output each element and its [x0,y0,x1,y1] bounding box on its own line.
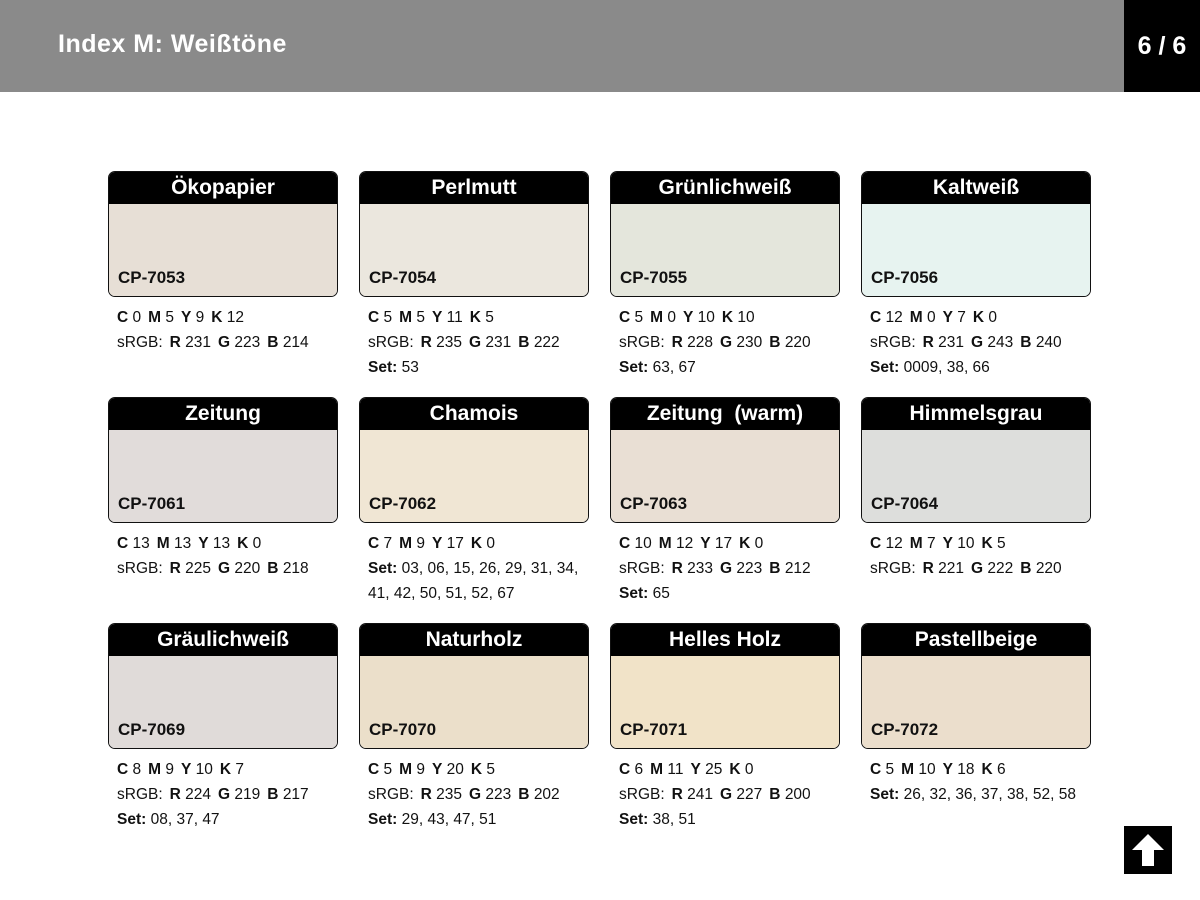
rgb-label-g: G [218,786,231,803]
swatch-code: CP-7053 [118,268,186,287]
cmyk-line [619,757,840,782]
swatch-code: CP-7072 [871,720,939,739]
rgb-value-r: 231 [185,334,212,351]
rgb-label-r: R [922,334,934,351]
rgb-value-g: 223 [234,334,261,351]
set-line [870,782,1091,807]
cmyk-label-m: M [658,535,672,552]
cmyk-label-c: C [368,761,380,778]
rgb-value-g: 223 [485,786,512,803]
rgb-label-r: R [922,560,934,577]
cmyk-value-k: 5 [485,309,494,326]
swatch-name: Perlmutt [360,172,588,204]
swatch-name: Pastellbeige [862,624,1090,656]
cmyk-value-k: 6 [997,761,1006,778]
set-line [870,355,1091,380]
header-bar [0,0,1124,92]
swatch-info [619,757,840,832]
swatch-code: CP-7071 [620,720,688,739]
cmyk-value-y: 17 [714,535,733,552]
set-value: 29, 43, 47, 51 [401,811,497,828]
rgb-value-b: 220 [784,334,811,351]
srgb-line [870,330,1091,355]
rgb-label-r: R [420,786,432,803]
cmyk-value-y: 18 [957,761,975,778]
cmyk-value-k: 7 [235,761,245,778]
rgb-label-r: R [671,334,683,351]
swatch-name: Kaltweiß [862,172,1090,204]
cmyk-value-k: 0 [744,761,754,778]
color-card [108,397,338,623]
cmyk-line [117,305,338,330]
srgb-line [870,556,1091,581]
page-title: Index M: Weißtöne [58,30,287,58]
rgb-value-r: 241 [687,786,714,803]
cmyk-value-k: 5 [486,761,496,778]
cmyk-value-m: 12 [676,535,694,552]
cmyk-label-y: Y [181,309,192,326]
set-value: 63, 67 [652,359,696,376]
cmyk-value-c: 5 [634,309,644,326]
cmyk-label-c: C [368,535,380,552]
swatch-name: Himmelsgrau [862,398,1090,430]
color-card [861,623,1091,849]
color-card [108,171,338,397]
swatch-code: CP-7064 [871,494,939,513]
rgb-value-b: 240 [1035,334,1062,351]
cmyk-value-m: 7 [927,535,936,552]
rgb-value-g: 231 [485,334,512,351]
cmyk-value-y: 13 [212,535,231,552]
swatch-code: CP-7054 [369,268,437,287]
swatch-info [117,757,338,832]
color-card [610,397,840,623]
cmyk-label-m: M [148,309,162,326]
color-card [610,623,840,849]
swatch-code: CP-7062 [369,494,437,513]
cmyk-label-c: C [368,309,380,326]
srgb-line [368,330,589,355]
cmyk-label-k: K [219,761,232,778]
set-value: 26, 32, 36, 37, 38, 52, 58 [903,786,1076,803]
set-label: Set: [870,786,900,803]
srgb-label: sRGB: [368,786,414,803]
rgb-value-b: 222 [533,334,560,351]
swatch-code: CP-7056 [871,268,939,287]
srgb-label: sRGB: [117,334,163,351]
cmyk-label-y: Y [432,309,443,326]
cmyk-label-y: Y [683,309,694,326]
rgb-label-g: G [971,560,984,577]
cmyk-label-m: M [399,535,413,552]
cmyk-label-c: C [619,535,631,552]
cmyk-value-y: 25 [705,761,723,778]
set-value: 65 [652,585,670,602]
rgb-value-g: 222 [987,560,1014,577]
cmyk-value-k: 0 [754,535,764,552]
cmyk-label-y: Y [181,761,192,778]
set-line [368,807,589,832]
rgb-value-r: 221 [938,560,965,577]
rgb-value-r: 235 [436,334,463,351]
cmyk-label-c: C [870,309,882,326]
cmyk-label-k: K [721,309,734,326]
rgb-label-r: R [671,786,683,803]
swatch-info [870,531,1091,581]
cmyk-label-c: C [117,535,129,552]
srgb-label: sRGB: [619,786,665,803]
cmyk-value-k: 0 [252,535,262,552]
swatch-name: Gräulichweiß [109,624,337,656]
set-label: Set: [368,560,398,577]
color-card [108,623,338,849]
rgb-label-r: R [420,334,432,351]
cmyk-value-y: 11 [446,309,463,326]
cmyk-line [368,531,589,556]
rgb-label-b: B [769,786,781,803]
cmyk-value-m: 0 [927,309,936,326]
cmyk-value-c: 12 [885,309,903,326]
rgb-value-r: 228 [687,334,714,351]
cmyk-value-y: 10 [697,309,715,326]
swatch-grid [108,171,1091,849]
color-swatch [861,171,1091,297]
rgb-label-r: R [169,334,181,351]
color-swatch [861,623,1091,749]
rgb-value-g: 243 [987,334,1014,351]
cmyk-value-m: 9 [416,761,425,778]
color-card [359,623,589,849]
color-swatch [610,623,840,749]
cmyk-value-m: 5 [416,309,425,326]
cmyk-value-y: 10 [957,535,975,552]
set-value: 38, 51 [652,811,696,828]
cmyk-label-m: M [156,535,170,552]
set-line [368,556,589,581]
rgb-value-r: 225 [185,560,212,577]
cmyk-label-k: K [972,309,985,326]
cmyk-label-k: K [981,761,993,778]
rgb-value-g: 227 [736,786,763,803]
color-swatch [108,623,338,749]
cmyk-label-k: K [469,309,481,326]
rgb-label-b: B [1020,560,1032,577]
rgb-label-b: B [267,334,279,351]
rgb-label-b: B [267,560,279,577]
cmyk-label-m: M [650,309,664,326]
swatch-code: CP-7061 [118,494,186,513]
rgb-value-b: 214 [282,334,309,351]
cmyk-label-k: K [981,535,993,552]
srgb-label: sRGB: [619,560,665,577]
srgb-label: sRGB: [870,334,916,351]
rgb-label-g: G [218,560,231,577]
cmyk-value-c: 10 [634,535,652,552]
cmyk-label-y: Y [690,761,701,778]
cmyk-label-y: Y [198,535,209,552]
cmyk-label-y: Y [700,535,711,552]
cmyk-label-k: K [211,309,223,326]
cmyk-value-c: 7 [383,535,393,552]
cmyk-label-c: C [870,761,882,778]
swatch-name: Grünlichweiß [611,172,839,204]
swatch-info [870,305,1091,380]
rgb-value-g: 230 [736,334,763,351]
cmyk-value-y: 9 [195,309,205,326]
cmyk-line [368,757,589,782]
page-indicator: 6 / 6 [1124,0,1200,92]
cmyk-line [117,531,338,556]
set-line-continued [368,581,589,606]
set-label: Set: [619,811,649,828]
cmyk-label-k: K [470,535,483,552]
rgb-label-g: G [469,334,482,351]
cmyk-label-m: M [909,309,923,326]
cmyk-value-c: 6 [634,761,644,778]
set-value: 0009, 38, 66 [903,359,990,376]
cmyk-value-c: 0 [132,309,142,326]
srgb-line [117,782,338,807]
cmyk-value-y: 7 [957,309,966,326]
cmyk-label-y: Y [942,309,953,326]
cmyk-label-k: K [470,761,483,778]
cmyk-value-k: 5 [997,535,1006,552]
set-label: Set: [870,359,900,376]
cmyk-value-k: 10 [737,309,755,326]
cmyk-value-k: 12 [226,309,245,326]
back-to-top-button[interactable] [1124,826,1172,874]
srgb-line [117,556,338,581]
rgb-label-g: G [720,786,733,803]
cmyk-label-c: C [619,309,631,326]
rgb-label-b: B [518,334,530,351]
rgb-value-g: 219 [234,786,261,803]
swatch-code: CP-7063 [620,494,688,513]
rgb-label-r: R [169,786,181,803]
cmyk-value-m: 10 [918,761,936,778]
swatch-info [619,305,840,380]
swatch-code: CP-7069 [118,720,186,739]
cmyk-value-c: 5 [885,761,895,778]
color-card [861,397,1091,623]
cmyk-label-m: M [399,761,413,778]
srgb-line [619,330,840,355]
color-swatch [861,397,1091,523]
set-value: 53 [401,359,419,376]
color-card [610,171,840,397]
rgb-value-b: 200 [784,786,811,803]
set-label: Set: [368,359,398,376]
cmyk-label-y: Y [432,761,443,778]
rgb-value-g: 220 [234,560,261,577]
color-swatch [359,397,589,523]
cmyk-label-c: C [870,535,882,552]
cmyk-value-m: 9 [165,761,174,778]
cmyk-value-c: 8 [132,761,142,778]
set-line [619,581,840,606]
color-swatch [359,623,589,749]
rgb-label-g: G [469,786,482,803]
rgb-value-g: 223 [736,560,763,577]
swatch-code: CP-7055 [620,268,688,287]
swatch-info [117,531,338,581]
rgb-label-b: B [1020,334,1032,351]
set-label: Set: [619,359,649,376]
rgb-value-b: 220 [1035,560,1062,577]
cmyk-label-c: C [619,761,631,778]
set-value-continued: 41, 42, 50, 51, 52, 67 [368,585,515,602]
set-line [619,355,840,380]
cmyk-value-m: 5 [165,309,174,326]
cmyk-label-m: M [399,309,413,326]
cmyk-value-y: 10 [195,761,213,778]
set-value: 03, 06, 15, 26, 29, 31, 34, [401,560,579,577]
srgb-line [117,330,338,355]
cmyk-value-m: 9 [416,535,425,552]
rgb-value-r: 231 [938,334,965,351]
swatch-info [117,305,338,355]
cmyk-label-m: M [650,761,664,778]
cmyk-label-m: M [901,761,915,778]
swatch-info [368,305,589,380]
cmyk-label-m: M [909,535,923,552]
color-swatch [108,171,338,297]
cmyk-label-c: C [117,761,129,778]
rgb-label-r: R [169,560,181,577]
swatch-name: Naturholz [360,624,588,656]
swatch-info [619,531,840,606]
set-line [619,807,840,832]
rgb-value-b: 217 [282,786,309,803]
cmyk-line [619,531,840,556]
color-swatch [359,171,589,297]
rgb-value-r: 233 [687,560,714,577]
cmyk-value-c: 5 [383,761,393,778]
color-swatch [108,397,338,523]
cmyk-line [870,757,1091,782]
srgb-line [619,782,840,807]
cmyk-line [619,305,840,330]
color-card [861,171,1091,397]
cmyk-value-m: 0 [667,309,676,326]
srgb-label: sRGB: [117,560,163,577]
cmyk-value-m: 11 [667,761,684,778]
rgb-value-b: 212 [784,560,811,577]
cmyk-label-k: K [237,535,249,552]
set-value: 08, 37, 47 [150,811,220,828]
srgb-label: sRGB: [368,334,414,351]
swatch-name: Helles Holz [611,624,839,656]
color-card [359,171,589,397]
srgb-label: sRGB: [870,560,916,577]
rgb-label-g: G [971,334,984,351]
cmyk-line [870,531,1091,556]
rgb-label-g: G [720,334,733,351]
rgb-value-b: 202 [533,786,560,803]
cmyk-value-c: 5 [383,309,393,326]
cmyk-value-y: 17 [446,535,464,552]
cmyk-value-c: 12 [885,535,903,552]
cmyk-value-k: 0 [988,309,998,326]
cmyk-label-c: C [117,309,129,326]
set-label: Set: [619,585,649,602]
rgb-label-b: B [267,786,279,803]
rgb-label-g: G [218,334,231,351]
cmyk-label-y: Y [942,535,953,552]
rgb-label-b: B [769,560,781,577]
color-card [359,397,589,623]
cmyk-label-m: M [148,761,162,778]
rgb-value-r: 224 [185,786,212,803]
srgb-line [368,782,589,807]
cmyk-value-k: 0 [486,535,496,552]
rgb-value-r: 235 [436,786,463,803]
cmyk-label-y: Y [432,535,443,552]
set-line [368,355,589,380]
cmyk-label-y: Y [942,761,953,778]
rgb-label-r: R [671,560,683,577]
cmyk-label-k: K [739,535,751,552]
cmyk-line [117,757,338,782]
color-swatch [610,171,840,297]
swatch-name: Chamois [360,398,588,430]
srgb-label: sRGB: [619,334,665,351]
swatch-name: Zeitung [109,398,337,430]
swatch-info [368,531,589,606]
rgb-label-g: G [720,560,733,577]
swatch-name: Ökopapier [109,172,337,204]
arrow-up-icon [1129,831,1167,869]
rgb-label-b: B [769,334,781,351]
cmyk-line [870,305,1091,330]
rgb-label-b: B [518,786,530,803]
set-label: Set: [117,811,147,828]
color-swatch [610,397,840,523]
swatch-name: Zeitung (warm) [611,398,839,430]
cmyk-value-m: 13 [174,535,192,552]
cmyk-line [368,305,589,330]
rgb-value-b: 218 [282,560,309,577]
set-label: Set: [368,811,398,828]
swatch-info [870,757,1091,807]
cmyk-value-y: 20 [446,761,464,778]
cmyk-value-c: 13 [132,535,150,552]
set-line [117,807,338,832]
srgb-label: sRGB: [117,786,163,803]
cmyk-label-k: K [729,761,741,778]
srgb-line [619,556,840,581]
swatch-code: CP-7070 [369,720,437,739]
swatch-info [368,757,589,832]
